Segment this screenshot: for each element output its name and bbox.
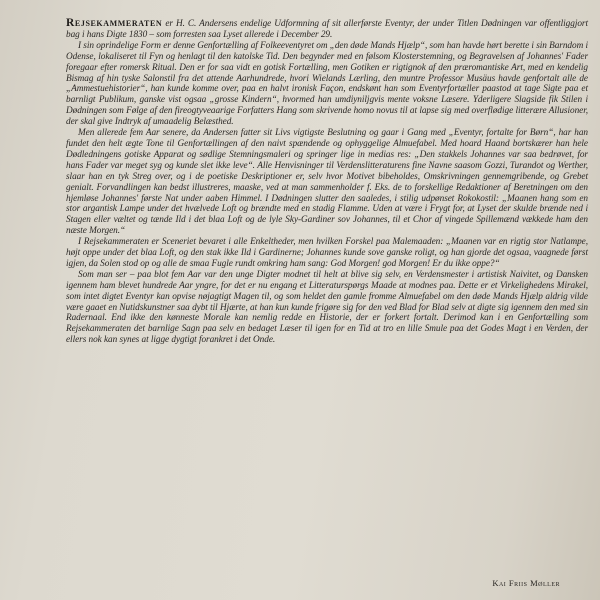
title-word: Rejsekammeraten	[66, 17, 163, 29]
article-body	[66, 18, 588, 346]
paragraph-4: I Rejsekammeraten er Sceneriet bevaret i alle Enkeltheder, men hvilken Forskel paa Malemaaden: „Maanen var en rigtig stor Natlampe, højt oppe under det blaa Loft, og den stak ikke Ild i Gardinerne; Johannes kunde sove ganske roligt, og han gjorde det ogsaa, vaagnede først igjen, da Solen stod op og alle de smaa Fugle rundt omkring ham sang: God Morgen! god Morgen! Er du ikke oppe?“	[66, 237, 588, 269]
paragraph-2: I sin oprindelige Form er denne Genfortælling af Folkeeventyret om „den døde Mands Hjælp“, som han havde hørt berette i sin Barndom i Odense, lokaliseret til Fyn og henlagt til den katolske Tid. Den begynder med en følsom Klosterstemning, og Begravelsen af Johannes' Fader foregaar efter romersk Ritual. Den er for saa vidt en gotisk Fortælling, men Gotiken er rigtignok af den præromantiske Art, med en kendelig Bismag af hin tyske Salonstil fra det attende Aarhundrede, hvori Wielands Lærling, den muntre Professor Musäus havde genfortalt alle de „Ammestuehistorier“, han kunde komme over, paa en halvt ironisk Façon, endskønt han som Eventyrfortæller paastod at tage Sigte paa et barnligt Publikum, ganske vist ogsaa „grosse Kindern“, hvormed han umdiyniljgvis mente voksne Læsere. Yderligere Slagside fik Stilen i Dødningen som Følge af den fireogtyveaarige Forfatters Hang som skrivende homo novus til at lapse sig med overflødige litterære Allusioner, der skal give Indtryk af umaadelig Belæsthed.	[66, 40, 588, 128]
paragraph-5: Som man ser – paa blot fem Aar var den unge Digter modnet til helt at blive sig selv, en Verdensmester i artistisk Naivitet, og Dansken igennem ham blevet hundrede Aar yngre, for det er nu engang et Litteraturspørgs Maade at modnes paa. Dette er et Virkelighedens Mirakel, som intet digtet Eventyr kan opvise nøjagtigt Magen til, og som heldet den gamle fromme Almuefabel om den døde Mands Hjælp aldrig vilde være gaaet en Nutidskunstner saa dybt til Hjærte, at han kun kunde frigøre sig for den ved Blad for Blad selv at digte sig igennem den med sin Radernaal. End ikke den kønneste Morale kan nemlig redde en Historie, der er forkert fortalt. Derimod kan i en Genfortælling som Rejsekammeraten det barnlige Sagn paa selv en bedaget Læser til igen for en Tid at tro en lille Smule paa det Godes Magt i en Verden, der ellers nok kan synes at ligge dygtigt forankret i det Onde.	[66, 269, 588, 346]
author-signature: Kai Friis Møller	[492, 578, 560, 588]
paragraph-3: Men allerede fem Aar senere, da Andersen fatter sit Livs vigtigste Beslutning og gaar i Gang med „Eventyr, fortalte for Børn“, har han fundet den helt ægte Tone til Genfortællingen af den naivt spændende og ophyggelige Almuefabel. Med hoard Haand bortskærer han hele Dødledningens gotiske Apparat og sødlige Stemningsmaleri og springer lige in medias res: „Den stakkels Johannes var saa bedrøvet, for hans Fader var meget syg og kunde slet ikke leve“. Alle Henvisninger til Verdenslitteraturens fine Navne saasom Gozzi, Turandot og Werther, slaar han en tyk Streg over, og i de poetiske Deskriptioner er, selv hvor Motivet bibeholdes, Omskrivningen gennemgribende, og Grebet genialt. Forvandlingen kan bedst illustreres, maaske, ved at man sammenholder f. Eks. de to forskellige Redaktioner af Beretningen om den hjemløse Johannes' første Nat under aaben Himmel. I Dødningen slutter den saaledes, i stilig udpønset Rokokostil: „Maanen hang som en stor argantisk Lampe under det hvælvede Loft og brændte med en stadig Flamme. Uden at være i Frygt for, at Lyset der skulde brænde ned i Stagen eller væltet og tænde Ild i det blaa Loft og de lyle Sky-Gardiner sov Johannes, til et Chor af vingede Spillemænd vækkede ham den næste Morgen.“	[66, 128, 588, 237]
paragraph-1	[66, 18, 588, 41]
paragraph-1-text: er H. C. Andersens endelige Udformning af sit allerførste Eventyr, der under Titlen Dødningen var offentliggjort bag i hans Digte 1830 – som forresten saa Lyset allerede i December 29.	[66, 19, 588, 40]
